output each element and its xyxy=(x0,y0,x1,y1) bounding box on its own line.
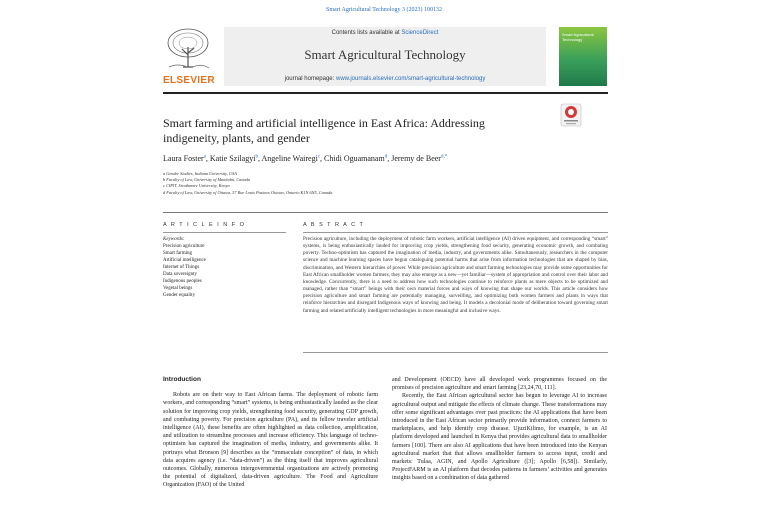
abstract-heading: A B S T R A C T xyxy=(303,222,365,228)
body-paragraph: and Development (OECD) have all developed work programmes focused on the promises of precision agriculture and smart farming [23,24,70, 111]. xyxy=(392,377,607,392)
keywords-title: Keywords: xyxy=(163,237,185,242)
keyword: Artificial intelligence xyxy=(163,258,206,263)
author-sup[interactable]: d xyxy=(384,154,388,160)
homepage-prefix: journal homepage: xyxy=(284,76,335,82)
abstract-text: Precision agriculture, including the deployment of robotic farm workers, artificial intelligence (AI) driven equipment, and corresponding “smart” systems, is being enthusiastically lauded for improving crop yields, strengthening food security, generating economic growth, and combating poverty. Techno-optimism has captured the imagination of media, industry, and governments alike. Simultaneously, researchers in the computer science and machine learning spaces have begun cataloguing potential harms that arise from information technologies that are shaped by bias, discrimination, and Western hierarchies of power. While precision agriculture and smart farming technologies may provide some opportunities for East African smallholder women farmers, they may also emerge as a new—yet familiar—system of appropriation and control over their labor and knowledge. Concurrently, there is a need to address how such technologies continue to reinforce plants as mere objects to be optimized and managed, rather than “smart” beings with their own material forces and ways of knowing that shape our worlds. This article considers how precision agriculture and smart farming are potentially managing, surveilling, and optimizing both women farmers and plants in ways that reinforce hierarchies and disregard Indigenous ways of knowing and being. It models a decolonial mode of deliberation toward governing smart farming and related artificially intelligent technologies in more meaningful and inclusive ways. xyxy=(303,236,608,314)
divider xyxy=(303,352,608,353)
tree-icon xyxy=(163,27,213,73)
affiliation: c CIPIT, Strathmore University, Kenya xyxy=(163,183,230,189)
article-info-heading: A R T I C L E I N F O xyxy=(163,222,246,228)
keyword: Internet of Things xyxy=(163,265,200,270)
author-sup[interactable]: b xyxy=(255,154,258,160)
journal-header xyxy=(163,27,608,86)
affiliations xyxy=(163,171,463,196)
contents-line xyxy=(224,30,546,36)
elsevier-wordmark: ELSEVIER xyxy=(163,75,215,86)
body-column-right xyxy=(392,376,607,483)
sciencedirect-link[interactable]: ScienceDirect xyxy=(401,30,439,36)
elsevier-logo[interactable] xyxy=(163,27,213,86)
author-name[interactable]: Jeremy de Beer xyxy=(391,154,441,163)
author-list: Laura Foster$^a$, Katie Szilagyi$^b$, Angeline Wairegi$^c$, Chidi Oguamanam$^d$, Jeremy de Beer$^{d,*}$ xyxy=(163,154,448,163)
cover-title: Smart Agricultural Technology xyxy=(562,32,594,42)
section-heading: Introduction xyxy=(163,376,201,383)
keyword: Indigenous peoples xyxy=(163,279,202,284)
divider xyxy=(163,212,608,213)
affiliation: a Gender Studies, Indiana University, USA xyxy=(163,171,237,176)
header-rule xyxy=(163,92,608,94)
body-paragraph: Robots are on their way to East African farms. The deployment of robotic farm workers, and corresponding “smart” systems, is being enthusiastically lauded as the clear solution for improving crop yields, strengthening food security, generating GDP growth, and combating poverty. For precision agriculture (PA), and its fellow traveler artificial intelligence (AI), these benefits are often highlighted as data collection, amplification, and utilization to streamline processes and increase efficiency. This language of techno-optimism has captured the imagination of media, industry, and governments alike. It portrays what Bronson [9] describes as the “immaculate conception” of data, in which data acquires agency (i.e. “data-driven”) as the thing itself that improves agricultural outcomes. Globally, numerous intergovernmental organizations are actively promoting the potential of digitalized, data-driven agriculture. The Food and Agriculture Organization (FAO) of the United xyxy=(163,392,378,489)
check-for-updates-icon xyxy=(560,103,582,127)
author-sup[interactable]: a xyxy=(203,154,206,160)
homepage-link[interactable]: www.journals.elsevier.com/smart-agricultural-technology xyxy=(335,76,486,82)
keyword: Smart farming xyxy=(163,251,193,256)
keyword: Vegetal beings xyxy=(163,286,193,291)
check-for-updates-badge[interactable] xyxy=(560,103,582,127)
journal-banner xyxy=(224,27,546,86)
body-paragraph: Recently, the East African agricultural sector has begun to leverage AI to increase agricultural output and mitigate the effects of climate change. These transformations may offer some significant advantages over past practices: the AI applications that have been introduced in the East African sector primarily provide information, connect farmers to marketplaces, and help identify crop disease. UjuziKilimo, for example, is an AI platform developed and launched in Kenya that provides agricultural data to smallholder farmers [100]. There are also AI applications that have been introduced into the Kenyan agricultural market that that allows smallholder farmers to access input, credit and markets: Tulaa, AGIN, and Apollo Agriculture ([3]; Apollo [6,58]). Similarly, ProjectFARM is an AI platform that decodes patterns in farmers’ activities and generates insights based on a combination of data gathered xyxy=(392,393,607,482)
affiliation: b Faculty of Law, University of Manitoba, Canada xyxy=(163,177,250,183)
author-name[interactable]: Angeline Wairegi xyxy=(261,154,318,163)
keywords-list xyxy=(163,236,288,299)
author-sup[interactable]: c xyxy=(317,154,321,160)
author-sup[interactable]: d,* xyxy=(440,154,448,160)
keyword: Data sovereignty xyxy=(163,272,198,277)
contents-prefix: Contents lists available at xyxy=(331,30,400,36)
author-name[interactable]: Katie Szilagyi xyxy=(209,154,256,163)
journal-title: Smart Agricultural Technology xyxy=(304,47,466,62)
keyword: Gender equality xyxy=(163,293,196,298)
body-column-left xyxy=(163,376,378,490)
affiliation: d Faculty of Law, University of Ottawa, 57 Rue Louis Pasteur, Ottawa, Ontario K1N 6N5, Canada xyxy=(163,189,333,195)
article-title: Smart farming and artificial intelligence in East Africa: Addressing indigeneity, plants, and gender xyxy=(163,116,485,145)
divider xyxy=(163,232,286,233)
author-name[interactable]: Laura Foster xyxy=(163,154,204,163)
divider xyxy=(303,232,608,233)
homepage-line xyxy=(224,76,546,82)
author-name[interactable]: Chidi Oguamanam xyxy=(324,154,385,163)
citation-line[interactable]: Smart Agricultural Technology 3 (2023) 100132 xyxy=(326,7,442,13)
journal-cover-image[interactable] xyxy=(559,27,607,86)
keyword: Precision agriculture xyxy=(163,244,205,249)
